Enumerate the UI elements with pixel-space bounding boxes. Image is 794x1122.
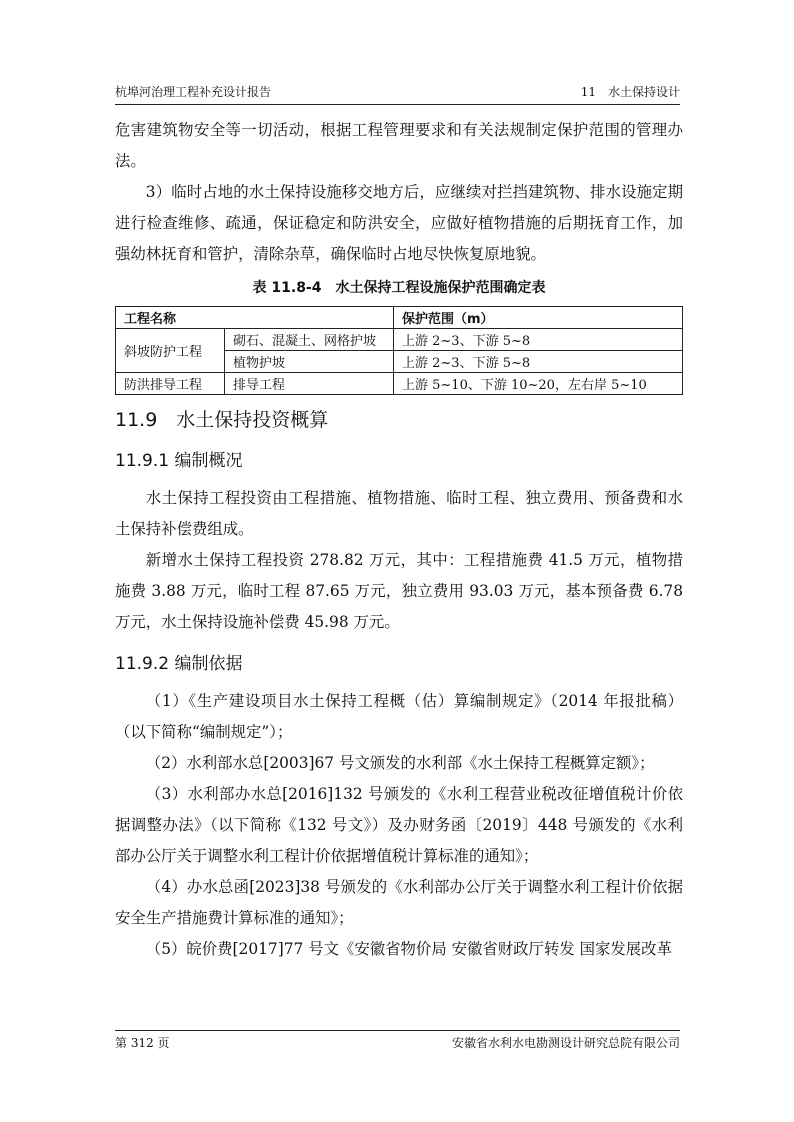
page-header xyxy=(115,82,680,105)
table-cell: 斜坡防护工程 xyxy=(116,329,225,373)
table-cell: 上游 2~3、下游 5~8 xyxy=(394,329,683,351)
table-cell: 砌石、混凝土、网格护坡 xyxy=(225,329,394,351)
paragraph: （2）水利部水总[2003]67 号文颁发的水利部《水土保持工程概算定额》； xyxy=(145,754,655,772)
page-number: 第 312 页 xyxy=(115,1036,170,1050)
table-cell: 防洪排导工程 xyxy=(116,373,225,395)
table-row xyxy=(116,373,683,395)
subsection-heading: 11.9.2 编制依据 xyxy=(115,654,243,674)
paragraph: 新增水土保持工程投资 278.82 万元，其中：工程措施费 41.5 万元，植物措施费 3.88 万元，临时工程 87.65 万元，独立费用 93.03 万元，基本预备费 6.78 万元，水土保持设施补偿费 45.98 万元。 xyxy=(115,551,683,631)
paragraph: （5）皖价费[2017]77 号文《安徽省物价局 安徽省财政厅转发 国家发展改革 xyxy=(145,940,672,958)
paragraph: （3）水利部办水总[2016]132 号颁发的《水利工程营业税改征增值税计价依据调整办法》（以下简称《132 号文》）及办财务函〔2019〕448 号颁发的《水利部办公厅关于调整水利工程计价依据增值税计算标准的通知》； xyxy=(115,785,683,865)
page-content xyxy=(115,115,683,965)
table-row xyxy=(116,329,683,351)
table-cell: 上游 5~10、下游 10~20，左右岸 5~10 xyxy=(394,373,683,395)
paragraph: 水土保持工程投资由工程措施、植物措施、临时工程、独立费用、预备费和水土保持补偿费组成。 xyxy=(115,489,683,538)
protection-range-table xyxy=(115,306,683,395)
table-cell: 排导工程 xyxy=(225,373,394,395)
subsection-heading: 11.9.1 编制概况 xyxy=(115,451,243,471)
table-cell: 植物护坡 xyxy=(225,351,394,373)
paragraph: （4）办水总函[2023]38 号颁发的《水利部办公厅关于调整水利工程计价依据安全生产措施费计算标准的通知》； xyxy=(115,878,683,927)
paragraph: （1）《生产建设项目水土保持工程概（估）算编制规定》（2014 年报批稿）（以下简称“编制规定”）； xyxy=(115,692,683,741)
section-heading: 11.9 水土保持投资概算 xyxy=(115,409,329,431)
page-footer xyxy=(115,1030,680,1050)
table-cell: 上游 2~3、下游 5~8 xyxy=(394,351,683,373)
paragraph: 3）临时占地的水土保持设施移交地方后，应继续对拦挡建筑物、排水设施定期进行检查维修、疏通，保证稳定和防洪安全，应做好植物措施的后期抚育工作，加强幼林抚育和管护，清除杂草，确保临时占地尽快恢复原地貌。 xyxy=(115,183,683,263)
footer-company: 安徽省水利水电勘测设计研究总院有限公司 xyxy=(451,1036,680,1050)
header-chapter-title: 11 水土保持设计 xyxy=(580,85,680,99)
table-header-row xyxy=(116,307,683,329)
paragraph: 危害建筑物安全等一切活动，根据工程管理要求和有关法规制定保护范围的管理办法。 xyxy=(115,121,683,170)
table-header-cell: 工程名称 xyxy=(116,307,394,329)
table-caption: 表 11.8-4 水土保持工程设施保护范围确定表 xyxy=(252,280,546,296)
table-header-cell: 保护范围（m） xyxy=(394,307,683,329)
header-report-title: 杭埠河治理工程补充设计报告 xyxy=(115,85,272,99)
